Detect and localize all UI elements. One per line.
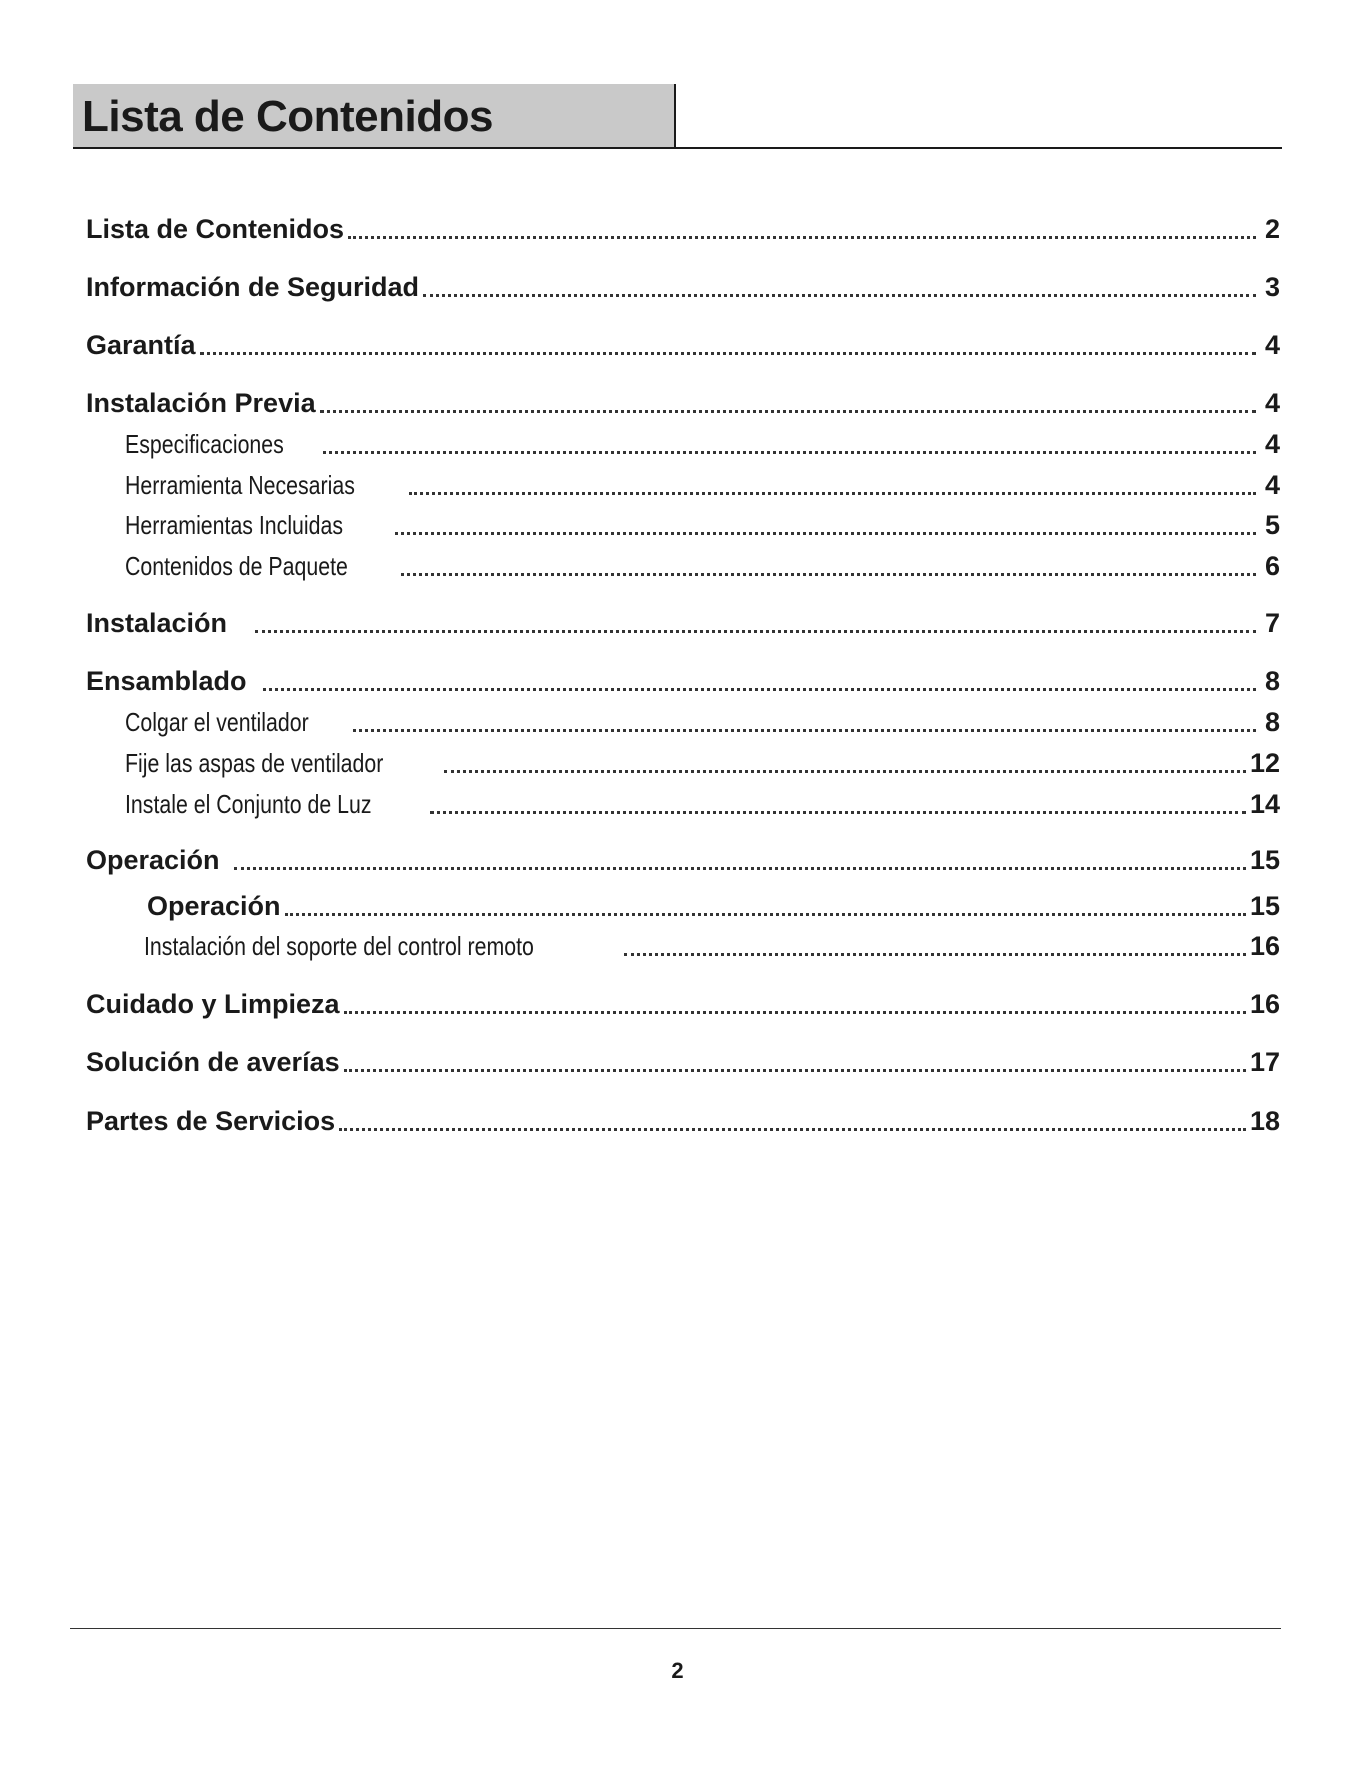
- toc-entry-label: Herramienta Necesarias: [125, 470, 355, 500]
- toc-entry[interactable]: [86, 214, 1280, 245]
- toc-subentry[interactable]: [125, 510, 1280, 541]
- toc-leader-dots: [344, 1011, 1246, 1014]
- toc-entry[interactable]: [86, 608, 1280, 639]
- toc-subentry[interactable]: [125, 551, 1280, 582]
- toc-leader-dots: [344, 1069, 1246, 1072]
- toc-leader-dots: [339, 1128, 1246, 1131]
- toc-entry-page: 4: [1264, 330, 1280, 360]
- toc-leader-dots: [444, 770, 1246, 773]
- toc-leader-dots: [320, 410, 1256, 413]
- toc-entry-page: 16: [1249, 989, 1280, 1019]
- toc-entry-page: 15: [1249, 891, 1280, 921]
- toc-entry[interactable]: [86, 1047, 1280, 1078]
- toc-leader-dots: [430, 811, 1246, 814]
- toc-entry-label: Información de Seguridad: [86, 272, 420, 302]
- toc-entry[interactable]: [86, 845, 1280, 876]
- toc-leader-dots: [323, 451, 1256, 454]
- toc-entry[interactable]: [86, 666, 1280, 697]
- toc-leader-dots: [285, 913, 1246, 916]
- toc-leader-dots: [401, 573, 1256, 576]
- toc-subentry[interactable]: [125, 789, 1280, 820]
- page-title: Lista de Contenidos: [82, 92, 493, 141]
- toc-leader-dots: [395, 532, 1256, 535]
- toc-entry[interactable]: [86, 272, 1280, 303]
- toc-entry-label: Instale el Conjunto de Luz: [125, 789, 372, 819]
- toc-entry-label: Operación: [86, 845, 220, 875]
- toc-entry-label: Ensamblado: [86, 666, 247, 696]
- toc-entry-page: 7: [1264, 608, 1280, 638]
- toc-leader-dots: [348, 236, 1256, 239]
- toc-entry-label: Lista de Contenidos: [86, 214, 345, 244]
- toc-entry-page: 8: [1264, 666, 1280, 696]
- toc-entry-label: Fije las aspas de ventilador: [125, 748, 384, 778]
- toc-entry-page: 6: [1264, 551, 1280, 581]
- toc-entry-label: Solución de averías: [86, 1047, 340, 1077]
- toc-entry-label: Operación: [147, 891, 281, 921]
- toc-leader-dots: [409, 492, 1256, 495]
- toc-entry-page: 3: [1264, 272, 1280, 302]
- toc-entry[interactable]: [86, 330, 1280, 361]
- toc-entry[interactable]: [147, 891, 1280, 922]
- toc-entry-page: 16: [1249, 931, 1280, 961]
- toc-subentry[interactable]: [125, 707, 1280, 738]
- footer-divider: [70, 1628, 1281, 1629]
- toc-leader-dots: [263, 688, 1256, 691]
- toc-entry-label: Cuidado y Limpieza: [86, 989, 340, 1019]
- toc-entry[interactable]: [86, 1106, 1280, 1137]
- toc-entry-page: 8: [1264, 707, 1280, 737]
- toc-subentry[interactable]: [125, 429, 1280, 460]
- toc-entry-page: 14: [1249, 789, 1280, 819]
- toc-entry-label: Instalación: [86, 608, 228, 638]
- toc-entry-label: Partes de Servicios: [86, 1106, 336, 1136]
- toc-entry-page: 4: [1264, 429, 1280, 459]
- toc-entry-label: Contenidos de Paquete: [125, 551, 348, 581]
- toc-subentry[interactable]: [125, 748, 1280, 779]
- toc-leader-dots: [200, 352, 1256, 355]
- toc-entry-label: Especificaciones: [125, 429, 284, 459]
- toc-entry-label: Instalación del soporte del control remoto: [144, 931, 534, 961]
- toc-entry-label: Colgar el ventilador: [125, 707, 309, 737]
- toc-subentry[interactable]: [144, 931, 1280, 962]
- toc-entry[interactable]: [86, 388, 1280, 419]
- toc-entry-label: Garantía: [86, 330, 196, 360]
- toc-leader-dots: [423, 294, 1256, 297]
- toc-leader-dots: [255, 630, 1256, 633]
- toc-leader-dots: [624, 953, 1246, 956]
- toc-entry-page: 4: [1264, 388, 1280, 418]
- page-number: 2: [671, 1658, 684, 1683]
- toc-leader-dots: [234, 867, 1246, 870]
- toc-subentry[interactable]: [125, 470, 1280, 501]
- toc-entry-page: 18: [1249, 1106, 1280, 1136]
- toc-entry-page: 17: [1249, 1047, 1280, 1077]
- toc-entry-page: 5: [1264, 510, 1280, 540]
- toc-entry-page: 12: [1249, 748, 1280, 778]
- toc-entry-page: 2: [1264, 214, 1280, 244]
- toc-leader-dots: [353, 729, 1256, 732]
- toc-entry-label: Herramientas Incluidas: [125, 510, 344, 540]
- toc-entry[interactable]: [86, 989, 1280, 1020]
- toc-entry-page: 15: [1249, 845, 1280, 875]
- toc-entry-page: 4: [1264, 470, 1280, 500]
- toc-entry-label: Instalación Previa: [86, 388, 316, 418]
